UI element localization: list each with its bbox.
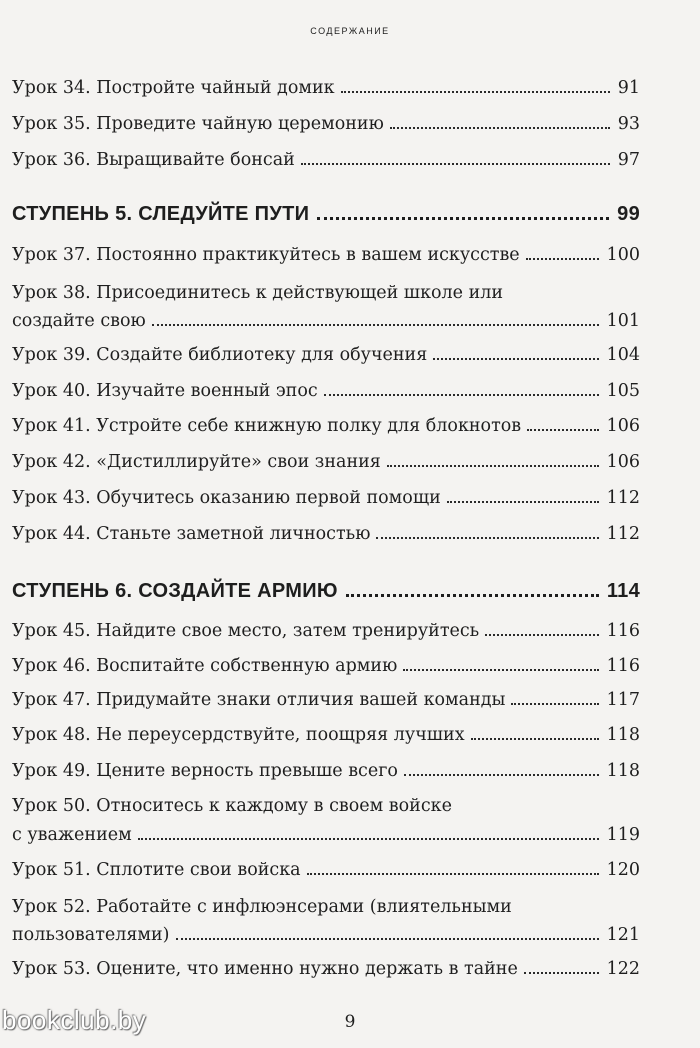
toc-entry-title: Урок 48. Не переусердствуйте, поощряя лучших xyxy=(12,725,465,745)
toc-entry-page: 122 xyxy=(606,959,640,979)
toc-entry-page: 106 xyxy=(606,416,640,436)
toc-entry-title: Урок 39. Создайте библиотеку для обучения xyxy=(12,345,428,365)
leader-dots xyxy=(527,429,598,431)
toc-entry[interactable] xyxy=(12,761,640,781)
section-heading-title: СТУПЕНЬ 5. СЛЕДУЙТЕ ПУТИ xyxy=(12,203,310,225)
toc-entry[interactable] xyxy=(12,925,640,945)
toc-entry-title: Урок 36. Выращивайте бонсай xyxy=(12,150,295,170)
toc-entry[interactable] xyxy=(12,959,640,979)
toc-entry-title: Урок 35. Проведите чайную церемонию xyxy=(12,114,384,134)
section-heading-page: 99 xyxy=(617,203,640,225)
toc-entry[interactable] xyxy=(12,245,640,265)
toc-entry-title: Урок 53. Оцените, что именно нужно держать в тайне xyxy=(12,959,518,979)
leader-dots xyxy=(152,324,599,326)
leader-dots xyxy=(526,258,599,260)
toc-entry[interactable] xyxy=(12,452,640,472)
toc-entry-page: 120 xyxy=(606,860,640,880)
section-heading-step5[interactable] xyxy=(12,203,640,226)
leader-dots xyxy=(390,127,610,129)
leader-dots xyxy=(511,703,598,705)
toc-entry-page: 112 xyxy=(606,488,640,508)
toc-entry-title: Урок 47. Придумайте знаки отличия вашей команды xyxy=(12,690,506,710)
toc-entry[interactable] xyxy=(12,488,640,508)
toc-entry-page: 106 xyxy=(606,452,640,472)
toc-entry[interactable] xyxy=(12,656,640,676)
section-heading-title: СТУПЕНЬ 6. СОЗДАЙТЕ АРМИЮ xyxy=(12,580,338,602)
toc-entry[interactable] xyxy=(12,725,640,745)
leader-dots xyxy=(317,217,609,220)
toc-entry-page: 91 xyxy=(617,78,640,98)
toc-entry-title: Урок 44. Станьте заметной личностью xyxy=(12,524,371,544)
toc-entry[interactable] xyxy=(12,78,640,98)
toc-entry-title: Урок 42. «Дистиллируйте» свои знания xyxy=(12,452,381,472)
toc-entry[interactable] xyxy=(12,345,640,365)
toc-entry-title-line1[interactable]: Урок 52. Работайте с инфлюэнсерами (влиятельными xyxy=(12,897,512,917)
toc-entry-page: 116 xyxy=(606,656,640,676)
toc-entry-page: 112 xyxy=(606,524,640,544)
leader-dots xyxy=(176,938,599,940)
toc-entry-title: Урок 34. Постройте чайный домик xyxy=(12,78,335,98)
toc-entry-page: 105 xyxy=(606,381,640,401)
toc-entry[interactable] xyxy=(12,114,640,134)
leader-dots xyxy=(433,358,598,360)
toc-entry-page: 101 xyxy=(606,311,640,331)
toc-entry-title: Урок 41. Устройте себе книжную полку для блокнотов xyxy=(12,416,522,436)
toc-entry-title: Урок 43. Обучитесь оказанию первой помощи xyxy=(12,488,441,508)
toc-entry[interactable] xyxy=(12,621,640,641)
toc-entry[interactable] xyxy=(12,860,640,880)
toc-entry[interactable] xyxy=(12,150,640,170)
running-head: содержание xyxy=(310,22,390,37)
toc-entry-title: Урок 46. Воспитайте собственную армию xyxy=(12,656,398,676)
section-heading-step6[interactable] xyxy=(12,580,640,603)
toc-entry[interactable] xyxy=(12,825,640,845)
leader-dots xyxy=(403,669,598,671)
leader-dots xyxy=(524,972,599,974)
leader-dots xyxy=(404,774,599,776)
toc-entry-page: 119 xyxy=(606,825,640,845)
toc-entry-title: Урок 49. Цените верность превыше всего xyxy=(12,761,398,781)
leader-dots xyxy=(324,394,599,396)
toc-entry-page: 117 xyxy=(606,690,640,710)
toc-entry-title: Урок 51. Сплотите свои войска xyxy=(12,860,301,880)
page-number: 9 xyxy=(344,1012,356,1032)
toc-entry-title: с уважением xyxy=(12,825,132,845)
toc-entry-title: пользователями) xyxy=(12,925,170,945)
watermark: bookclub.by xyxy=(2,1005,147,1035)
toc-entry-title-line1[interactable]: Урок 50. Относитесь к каждому в своем войске xyxy=(12,796,452,816)
toc-entry-page: 116 xyxy=(606,621,640,641)
toc-entry-title: создайте свою xyxy=(12,311,146,331)
leader-dots xyxy=(485,634,598,636)
toc-entry[interactable] xyxy=(12,416,640,436)
toc-entry-page: 100 xyxy=(606,245,640,265)
toc-entry-title-line1[interactable]: Урок 38. Присоединитесь к действующей школе или xyxy=(12,283,504,303)
leader-dots xyxy=(376,537,598,539)
toc-entry-page: 97 xyxy=(617,150,640,170)
leader-dots xyxy=(138,838,599,840)
toc-entry-title: Урок 37. Постоянно практикуйтесь в вашем искусстве xyxy=(12,245,520,265)
leader-dots xyxy=(341,91,610,93)
leader-dots xyxy=(387,465,599,467)
toc-entry[interactable] xyxy=(12,690,640,710)
toc-entry[interactable] xyxy=(12,381,640,401)
leader-dots xyxy=(447,501,599,503)
leader-dots xyxy=(307,873,599,875)
toc-entry-title: Урок 40. Изучайте военный эпос xyxy=(12,381,318,401)
toc-entry[interactable] xyxy=(12,524,640,544)
toc-entry-page: 104 xyxy=(606,345,640,365)
leader-dots xyxy=(471,738,599,740)
toc-entry-page: 118 xyxy=(606,761,640,781)
leader-dots xyxy=(301,163,610,165)
toc-entry-page: 121 xyxy=(606,925,640,945)
toc-entry[interactable] xyxy=(12,311,640,331)
toc-entry-page: 93 xyxy=(617,114,640,134)
toc-entry-page: 118 xyxy=(606,725,640,745)
toc-entry-title: Урок 45. Найдите свое место, затем тренируйтесь xyxy=(12,621,480,641)
leader-dots xyxy=(346,594,599,597)
section-heading-page: 114 xyxy=(606,580,640,602)
